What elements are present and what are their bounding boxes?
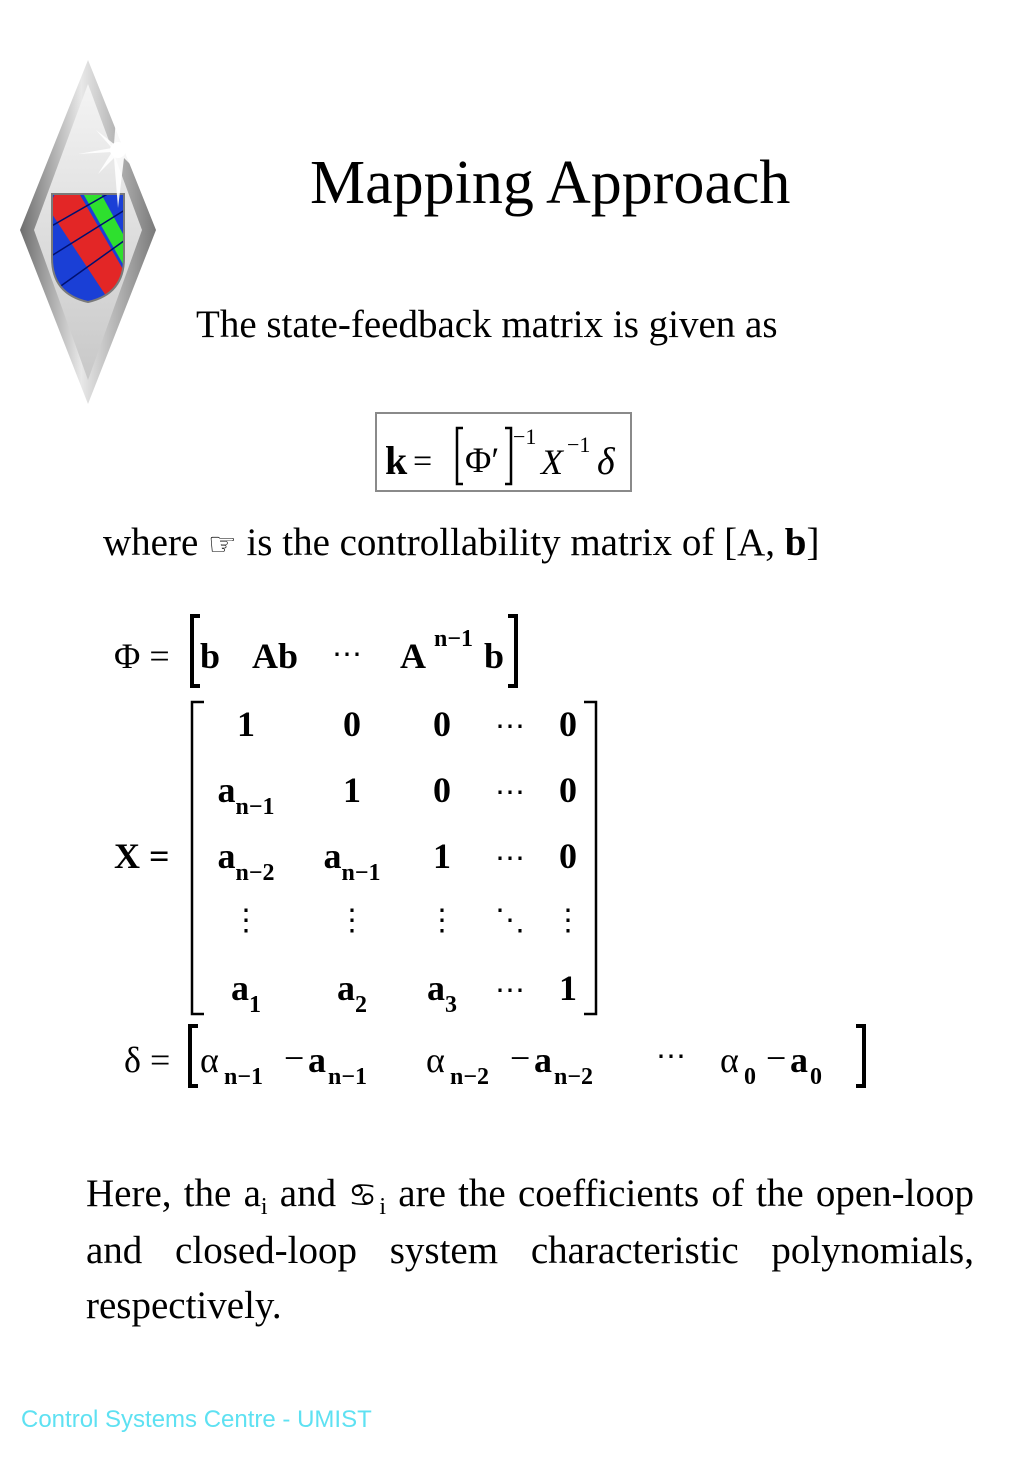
eq-phi-prime: Φ′ [465, 440, 500, 480]
intro-text: The state-feedback matrix is given as [196, 303, 778, 346]
eq-x: X [541, 442, 563, 482]
phi-definition [114, 616, 516, 686]
x-cell-r2-c3: 0 [433, 770, 451, 810]
x-matrix-cells [217, 704, 583, 1018]
eq-k: k [385, 438, 408, 483]
x-cell-r4-c5: ⋮ [553, 904, 583, 937]
delta-a-2: a [534, 1040, 552, 1080]
phi-entry-b2: b [484, 636, 505, 676]
x-cell-r2-c5: 0 [559, 770, 577, 810]
note-part-3: are the coefficients of the open-loop and closed-loop system characteristic polynomials, respectively. [86, 1172, 975, 1327]
x-cell-r3-c1: $a_{n-2}$ [217, 836, 275, 886]
x-cell-r5-c3: $a_3$ [427, 968, 457, 1018]
phi-bracket-left [192, 616, 200, 686]
x-lhs: X = [114, 836, 170, 876]
x-cell-r3-c2: $a_{n-1}$ [323, 836, 381, 886]
feedback-equation-box [375, 412, 632, 492]
x-bracket-left [192, 702, 204, 1014]
delta-definition [124, 1026, 864, 1090]
x-cell-r5-c2: $a_2$ [337, 968, 367, 1018]
x-cell-r1-c2: 0 [343, 704, 361, 744]
phi-entry-b: b [200, 636, 221, 676]
delta-minus-1: − [284, 1038, 305, 1078]
x-cell-r4-c4: ⋱ [495, 904, 525, 937]
eq-bracket-left [457, 428, 463, 484]
x-cell-r5-c4: ⋯ [495, 974, 525, 1007]
x-cell-r1-c5: 0 [559, 704, 577, 744]
eq-delta: δ [597, 441, 615, 483]
x-cell-r3-c5: 0 [559, 836, 577, 876]
slide-title: Mapping Approach [310, 149, 791, 217]
delta-terms [200, 1038, 822, 1090]
x-cell-r5-c5: 1 [559, 968, 577, 1008]
note-part-1: Here, the a [86, 1172, 261, 1215]
delta-a-sub-2: n−2 [554, 1064, 594, 1090]
delta-minus-2: − [510, 1038, 531, 1078]
where-b: b [784, 521, 807, 564]
phi-entry-ab: Ab [252, 636, 299, 676]
delta-alpha-sub-2: n−2 [450, 1064, 490, 1090]
footer-text: Control Systems Centre - UMIST [21, 1406, 372, 1433]
phi-bracket-right [508, 616, 516, 686]
note-sub-2: i [379, 1194, 387, 1220]
where-middle: is the controllability matrix of [A, [246, 521, 776, 564]
delta-a-sub-1: n−1 [328, 1064, 368, 1090]
note-part-2: and [267, 1172, 349, 1215]
x-cell-r4-c2: ⋮ [337, 904, 367, 937]
alpha-symbol-icon: ♋ [348, 1176, 380, 1214]
x-cell-r1-c1: 1 [237, 704, 255, 744]
phi-power: n−1 [434, 626, 474, 652]
delta-alpha-2: α [426, 1040, 445, 1080]
where-suffix: ] [806, 521, 820, 564]
delta-alpha-sub-3: 0 [744, 1064, 756, 1090]
delta-bracket-right [856, 1026, 864, 1086]
x-cell-r2-c1: $a_{n-1}$ [217, 770, 275, 820]
delta-a-3: a [790, 1040, 808, 1080]
x-cell-r2-c2: 1 [343, 770, 361, 810]
eq-inverse-1: −1 [513, 424, 537, 449]
x-cell-r3-c4: ⋯ [495, 842, 525, 875]
eq-equals: = [413, 443, 433, 480]
phi-entry-a: A [400, 636, 426, 676]
delta-lhs: δ = [124, 1040, 171, 1080]
x-bracket-right [584, 702, 596, 1014]
x-definition [114, 702, 596, 1018]
phi-lhs: Φ = [114, 636, 170, 676]
pointing-hand-icon: ☞ [208, 525, 237, 563]
delta-alpha-3: α [720, 1040, 739, 1080]
eq-bracket-right [505, 428, 511, 484]
delta-a-sub-3: 0 [810, 1064, 822, 1090]
delta-alpha-sub-1: n−1 [224, 1064, 264, 1090]
x-cell-r5-c1: $a_1$ [231, 968, 261, 1018]
where-line [103, 520, 819, 565]
matrix-definitions [100, 600, 900, 1105]
where-prefix: where [103, 521, 199, 564]
delta-a-1: a [308, 1040, 326, 1080]
note-sub-1: i [260, 1194, 268, 1220]
phi-entry-dots: ⋯ [332, 638, 362, 671]
delta-bracket-left [190, 1026, 198, 1086]
delta-alpha-1: α [200, 1040, 219, 1080]
x-cell-r4-c3: ⋮ [427, 904, 457, 937]
x-cell-r1-c3: 0 [433, 704, 451, 744]
x-cell-r3-c3: 1 [433, 836, 451, 876]
x-cell-r4-c1: ⋮ [231, 904, 261, 937]
umist-logo [18, 58, 158, 408]
x-cell-r2-c4: ⋯ [495, 776, 525, 809]
eq-inverse-2: −1 [567, 432, 591, 457]
explanation-paragraph [86, 1166, 974, 1333]
delta-dots: ⋯ [656, 1040, 686, 1073]
x-cell-r1-c4: ⋯ [495, 710, 525, 743]
delta-minus-3: − [766, 1038, 787, 1078]
